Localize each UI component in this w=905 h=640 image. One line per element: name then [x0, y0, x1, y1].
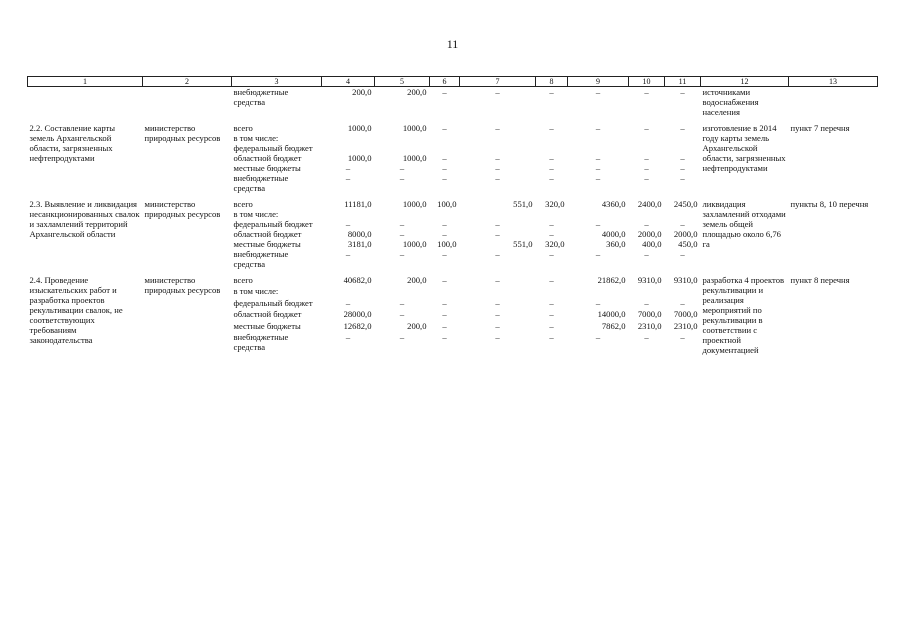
list-reference: пункт 8 перечня [790, 275, 850, 285]
value-cell: – [644, 219, 649, 229]
funding-source: в том числе: [233, 209, 279, 219]
value-cell: – [549, 297, 554, 308]
value-cell: 1000,0 [402, 123, 427, 133]
funding-source: всего [233, 199, 253, 209]
value-cell: 1000,0 [402, 199, 427, 209]
value-cell: – [495, 297, 500, 308]
funding-source: внебюджетные средства [233, 173, 289, 193]
value-cell: – [442, 229, 447, 239]
value-cell: – [495, 275, 500, 285]
expected-result: изготовление в 2014 году карты земель Архангельской области, загрязненных нефтепродуктами [702, 123, 786, 173]
value-cell: – [680, 332, 685, 343]
value-cell: 200,0 [407, 87, 427, 97]
value-cell: 40682,0 [343, 275, 372, 285]
value-cell: – [549, 249, 554, 259]
value-cell [322, 133, 375, 143]
header-cell: 5 [375, 77, 430, 87]
value-cell: 4000,0 [601, 229, 626, 239]
value-cell: 1000,0 [347, 153, 372, 163]
value-cell [629, 209, 665, 219]
value-cell: 9310,0 [637, 275, 662, 285]
value-cell: 320,0 [545, 199, 565, 209]
value-cell: – [549, 87, 554, 97]
funding-source: внебюджетные средства [233, 87, 289, 107]
value-cell [665, 286, 701, 297]
value-cell [629, 286, 665, 297]
value-cell [536, 209, 568, 219]
value-cell: – [595, 163, 601, 173]
value-cell: 2000,0 [637, 229, 662, 239]
value-cell: – [345, 297, 351, 308]
value-cell: – [644, 163, 649, 173]
value-cell: 3181,0 [347, 239, 372, 249]
value-cell [322, 286, 375, 297]
funding-source: федеральный бюджет [233, 219, 313, 229]
value-cell: – [495, 320, 500, 331]
value-cell: – [495, 163, 500, 173]
expected-result: разработка 4 проектов рекультивации и реализация мероприятий по рекультивации в соответствии с проектной документацией [702, 275, 785, 355]
value-cell: 8000,0 [347, 229, 372, 239]
value-cell: – [399, 249, 405, 259]
value-cell: 100,0 [437, 199, 457, 209]
header-cell: 10 [629, 77, 665, 87]
value-cell: – [442, 163, 447, 173]
value-cell: 551,0 [513, 199, 533, 209]
value-cell [460, 133, 536, 143]
value-cell: 320,0 [545, 239, 565, 249]
value-cell: – [495, 229, 500, 239]
value-cell: – [595, 87, 601, 97]
header-cell: 12 [701, 77, 789, 87]
value-cell: 551,0 [513, 239, 533, 249]
value-cell: 7000,0 [673, 309, 698, 320]
value-cell: – [644, 123, 649, 133]
value-cell: – [549, 309, 554, 320]
value-cell: – [680, 123, 685, 133]
value-cell: – [644, 297, 649, 308]
value-cell: 14000,0 [597, 309, 626, 320]
value-cell: – [680, 219, 685, 229]
value-cell [536, 286, 568, 297]
value-cell: – [680, 163, 685, 173]
measure-name: 2.4. Проведение изыскательских работ и разработка проектов рекультивации свалок, не соответствующих требованиям законодательства [29, 275, 123, 345]
value-cell: – [595, 123, 601, 133]
value-cell [430, 209, 460, 219]
value-cell: – [442, 320, 447, 331]
value-cell: – [442, 297, 447, 308]
funding-source: всего [233, 275, 253, 285]
value-cell: – [495, 219, 500, 229]
value-cell [322, 209, 375, 219]
funding-source: внебюджетные средства [233, 249, 289, 269]
value-cell: 1000,0 [402, 239, 427, 249]
value-cell: – [549, 153, 554, 163]
value-cell: – [495, 173, 500, 183]
funding-source: областной бюджет [233, 153, 302, 163]
value-cell: – [345, 163, 351, 173]
value-cell: – [495, 123, 500, 133]
funding-source: всего [233, 123, 253, 133]
value-cell: – [345, 249, 351, 259]
value-cell: – [549, 163, 554, 173]
empty-cell [789, 87, 878, 118]
executor: министерство природных ресурсов [144, 123, 221, 143]
value-cell [568, 133, 629, 143]
value-cell: – [595, 219, 601, 229]
funding-source: в том числе: [233, 133, 279, 143]
header-cell: 8 [536, 77, 568, 87]
measure-name: 2.2. Составление карты земель Архангельской области, загрязненных нефтепродуктами [29, 123, 116, 163]
header-cell: 7 [460, 77, 536, 87]
value-cell: – [549, 275, 554, 285]
value-cell: – [549, 123, 554, 133]
table-row [28, 199, 878, 209]
expected-result: источниками водоснабжения населения [702, 87, 759, 117]
value-cell [536, 143, 568, 153]
header-cell: 11 [665, 77, 701, 87]
value-cell: – [442, 153, 447, 163]
value-cell [430, 133, 460, 143]
funding-source: местные бюджеты [233, 163, 301, 173]
header-cell: 9 [568, 77, 629, 87]
header-cell: 1 [28, 77, 143, 87]
value-cell: 2000,0 [673, 229, 698, 239]
table-row [28, 275, 878, 286]
value-cell: 9310,0 [673, 275, 698, 285]
measure-name: 2.3. Выявление и ликвидация несанкционированных свалок и захламлений территорий Архангельской области [29, 199, 140, 239]
header-cell: 3 [232, 77, 322, 87]
value-cell [665, 209, 701, 219]
value-cell: – [495, 309, 500, 320]
value-cell: – [680, 173, 685, 183]
value-cell: – [399, 173, 405, 183]
value-cell: – [595, 173, 601, 183]
value-cell: – [549, 320, 554, 331]
value-cell: – [495, 153, 500, 163]
value-cell: – [442, 87, 447, 97]
funding-source: областной бюджет [233, 309, 302, 320]
budget-table [27, 76, 878, 355]
value-cell: – [495, 87, 500, 97]
funding-source: местные бюджеты [233, 239, 301, 249]
value-cell: – [399, 297, 405, 308]
value-cell: – [644, 332, 649, 343]
value-cell: 450,0 [678, 239, 698, 249]
value-cell [568, 286, 629, 297]
value-cell: 2450,0 [673, 199, 698, 209]
value-cell: – [442, 123, 447, 133]
value-cell: – [399, 219, 405, 229]
value-cell: 21862,0 [597, 275, 626, 285]
value-cell [375, 209, 430, 219]
value-cell: – [442, 275, 447, 285]
value-cell: – [345, 219, 351, 229]
list-reference: пункт 7 перечня [790, 123, 850, 133]
value-cell: – [345, 332, 351, 343]
value-cell: – [680, 153, 685, 163]
value-cell: 2310,0 [637, 320, 662, 331]
value-cell [430, 143, 460, 153]
value-cell: 7862,0 [601, 320, 626, 331]
value-cell: 4360,0 [601, 199, 626, 209]
value-cell [460, 143, 536, 153]
value-cell [460, 286, 536, 297]
funding-source: в том числе: [233, 286, 279, 297]
value-cell: 2310,0 [673, 320, 698, 331]
value-cell: – [442, 219, 447, 229]
value-cell: – [399, 163, 405, 173]
value-cell: 200,0 [407, 275, 427, 285]
value-cell [430, 286, 460, 297]
value-cell: – [549, 219, 554, 229]
value-cell [460, 209, 536, 219]
value-cell: – [595, 332, 601, 343]
value-cell: 360,0 [606, 239, 626, 249]
funding-source: федеральный бюджет [233, 143, 313, 153]
value-cell: 28000,0 [343, 309, 372, 320]
header-cell: 13 [789, 77, 878, 87]
value-cell: 100,0 [437, 239, 457, 249]
value-cell [568, 143, 629, 153]
expected-result: ликвидация захламлений отходами земель общей площадью около 6,76 га [702, 199, 786, 249]
value-cell [375, 143, 430, 153]
funding-source: областной бюджет [233, 229, 302, 239]
funding-source: местные бюджеты [233, 320, 301, 331]
value-cell: 200,0 [407, 320, 427, 331]
value-cell [568, 209, 629, 219]
header-cell: 2 [143, 77, 232, 87]
value-cell: – [399, 332, 405, 343]
value-cell: 1000,0 [347, 123, 372, 133]
value-cell: – [680, 87, 685, 97]
value-cell [375, 286, 430, 297]
value-cell: – [549, 229, 554, 239]
header-cell: 4 [322, 77, 375, 87]
value-cell: 2400,0 [637, 199, 662, 209]
table-row [28, 123, 878, 133]
value-cell: – [549, 173, 554, 183]
value-cell: 7000,0 [637, 309, 662, 320]
header-cell: 6 [430, 77, 460, 87]
list-reference: пункты 8, 10 перечня [790, 199, 869, 209]
value-cell: – [442, 332, 447, 343]
value-cell: – [442, 309, 447, 320]
value-cell [665, 133, 701, 143]
value-cell: – [345, 173, 351, 183]
empty-cell [143, 87, 232, 118]
value-cell: – [680, 297, 685, 308]
value-cell: – [644, 173, 649, 183]
value-cell: 11181,0 [344, 199, 372, 209]
value-cell: – [549, 332, 554, 343]
value-cell [536, 133, 568, 143]
header-row [28, 77, 878, 87]
value-cell: 200,0 [352, 87, 372, 97]
value-cell: – [595, 153, 601, 163]
value-cell [375, 133, 430, 143]
value-cell: – [595, 297, 601, 308]
value-cell: 400,0 [642, 239, 662, 249]
value-cell: – [442, 173, 447, 183]
value-cell [665, 143, 701, 153]
table-row [28, 87, 878, 118]
executor: министерство природных ресурсов [144, 199, 221, 219]
value-cell: – [595, 249, 601, 259]
page-number: 11 [446, 37, 459, 51]
value-cell: – [495, 332, 500, 343]
value-cell: – [399, 309, 405, 320]
value-cell: – [680, 249, 685, 259]
value-cell: – [442, 249, 447, 259]
executor: министерство природных ресурсов [144, 275, 221, 295]
funding-source: внебюджетные средства [233, 332, 289, 353]
value-cell: – [644, 87, 649, 97]
funding-source: федеральный бюджет [233, 297, 313, 308]
value-cell [629, 133, 665, 143]
value-cell: – [399, 229, 405, 239]
value-cell: – [644, 249, 649, 259]
empty-cell [28, 87, 143, 118]
value-cell [322, 143, 375, 153]
value-cell: – [495, 249, 500, 259]
value-cell: – [644, 153, 649, 163]
value-cell [629, 143, 665, 153]
value-cell: 1000,0 [402, 153, 427, 163]
value-cell: 12682,0 [343, 320, 372, 331]
